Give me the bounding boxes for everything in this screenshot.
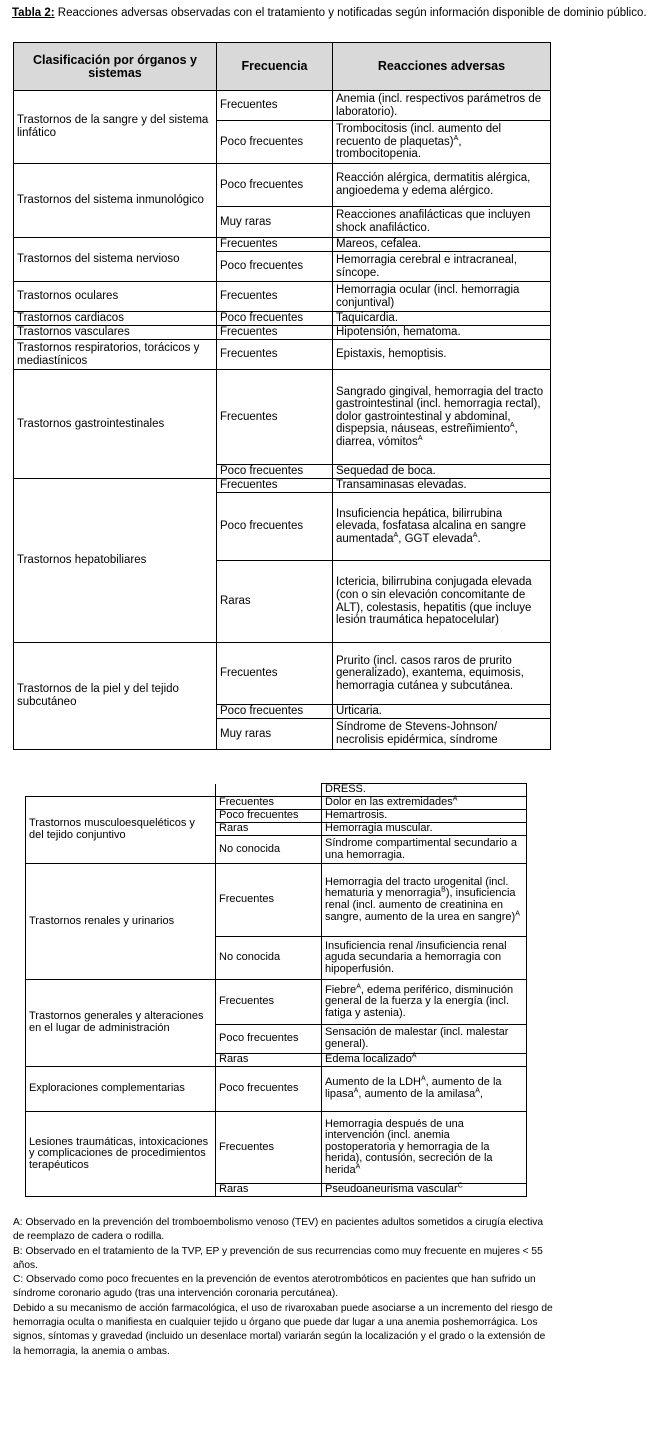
reaction-text: ,: [479, 1088, 483, 1100]
category-cell: Trastornos musculoesqueléticos y del tejido conjuntivo: [26, 797, 216, 864]
reaction-cell: Prurito (incl. casos raros de prurito generalizado), exantema, equimosis, hemorragia cutánea y subcutánea.: [333, 643, 551, 705]
category-cell: Trastornos cardiacos: [14, 312, 217, 326]
category-cell: Trastornos de la sangre y del sistema linfático: [14, 91, 217, 164]
frequency-cell: Raras: [216, 1184, 322, 1197]
frequency-cell: No conocida: [216, 937, 322, 980]
reaction-cell: [333, 370, 551, 465]
reaction-cell: Anemia (incl. respectivos parámetros de laboratorio).: [333, 91, 551, 121]
frequency-cell: Frecuentes: [216, 980, 322, 1025]
reaction-text: Dolor en las extremidades: [325, 796, 453, 809]
reaction-cell: [322, 1054, 527, 1067]
reaction-cell: [322, 1112, 527, 1184]
category-cell: Trastornos del sistema nervioso: [14, 238, 217, 282]
reaction-cell: [322, 980, 527, 1025]
frequency-cell: Frecuentes: [217, 326, 333, 340]
table-row: [14, 91, 551, 121]
reaction-text: Hemorragia del tracto urogenital (incl. hematuria y menorragia: [325, 875, 509, 900]
frequency-cell: Frecuentes: [217, 282, 333, 312]
footnote-marker: A: [509, 422, 515, 430]
table-row: [14, 282, 551, 312]
reaction-cell: Hipotensión, hematoma.: [333, 326, 551, 340]
reaction-text: Edema localizado: [325, 1053, 412, 1066]
category-cell: Trastornos oculares: [14, 282, 217, 312]
category-cell: Exploraciones complementarias: [26, 1067, 216, 1112]
table-row: [26, 797, 527, 810]
frequency-cell: No conocida: [216, 836, 322, 864]
footnote-a: A: Observado en la prevención del tromboembolismo venoso (TEV) en pacientes adultos sometidos a cirugía electiva de reemplazo de cadera o rodilla.: [13, 1217, 544, 1243]
frequency-cell: Poco frecuentes: [217, 121, 333, 164]
category-cell: Trastornos respiratorios, torácicos y mediastínicos: [14, 340, 217, 370]
frequency-cell: Raras: [216, 823, 322, 836]
reaction-text: ), insuficiencia renal (incl. aumento de creatinina en sangre, aumento de la urea en sangre): [325, 887, 516, 923]
reaction-cell: [322, 1067, 527, 1112]
footnote-marker: A: [393, 531, 399, 539]
reaction-cell: Epistaxis, hemoptisis.: [333, 340, 551, 370]
frequency-cell: Muy raras: [217, 719, 333, 750]
frequency-cell: Poco frecuentes: [216, 810, 322, 823]
reaction-text: Aumento de la LDH: [325, 1076, 421, 1089]
frequency-cell: Frecuentes: [216, 1112, 322, 1184]
footnote-marker: C: [457, 1182, 463, 1190]
reaction-cell: [322, 797, 527, 810]
table-row: [26, 1112, 527, 1184]
category-cell: Trastornos renales y urinarios: [26, 864, 216, 980]
table-row: [26, 784, 527, 797]
reaction-cell: Urticaria.: [333, 705, 551, 719]
reaction-text: Fiebre: [325, 983, 357, 996]
reaction-cell: Mareos, cefalea.: [333, 238, 551, 252]
reaction-text: , diarrea, vómitos: [336, 423, 518, 448]
empty-cell: [26, 784, 216, 797]
reaction-text: .: [477, 532, 481, 545]
header-frequency: Frecuencia: [217, 43, 333, 91]
frequency-cell: Poco frecuentes: [217, 252, 333, 282]
footnote-marker: A: [355, 1163, 361, 1171]
table-row: [14, 643, 551, 705]
frequency-cell: Frecuentes: [217, 479, 333, 493]
frequency-cell: Poco frecuentes: [217, 312, 333, 326]
reaction-cell: Hemartrosis.: [322, 810, 527, 823]
reaction-text: , trombocitopenia.: [336, 135, 462, 161]
reaction-cell: Sequedad de boca.: [333, 465, 551, 479]
table-row: [14, 238, 551, 252]
table-header-row: [14, 43, 551, 91]
reaction-cell: Ictericia, bilirrubina conjugada elevada (con o sin elevación concomitante de ALT), colestasis, hepatitis (que incluye lesión traumática hepatocelular): [333, 561, 551, 643]
frequency-cell: Frecuentes: [217, 340, 333, 370]
footnote-marker: A: [421, 1075, 426, 1083]
table-row: [14, 312, 551, 326]
table-row: [14, 479, 551, 493]
frequency-cell: Poco frecuentes: [217, 493, 333, 561]
footnote-c: C: Observado como poco frecuentes en la prevención de eventos aterotrombóticos en pacientes que han sufrido un síndrome coronario agudo (tras una intervención coronaria percutánea).: [13, 1274, 536, 1300]
footnotes: [13, 1216, 553, 1359]
reaction-cell: Síndrome de Stevens-Johnson/ necrolisis epidérmica, síndrome: [333, 719, 551, 750]
footnote-marker: A: [515, 909, 520, 917]
frequency-cell: Frecuentes: [217, 91, 333, 121]
reaction-cell: [322, 864, 527, 937]
reaction-text: Pseudoaneurisma vascular: [325, 1183, 458, 1196]
category-cell: Lesiones traumáticas, intoxicaciones y complicaciones de procedimientos terapéuticos: [26, 1112, 216, 1197]
footnote-marker: B: [441, 886, 446, 894]
footnote-marker: A: [353, 1087, 359, 1095]
reaction-text: , aumento de la amilasa: [358, 1088, 476, 1100]
reaction-cell: DRESS.: [322, 784, 527, 797]
reaction-cell: Síndrome compartimental secundario a una hemorragia.: [322, 836, 527, 864]
frequency-cell: Poco frecuentes: [216, 1067, 322, 1112]
reaction-cell: Hemorragia ocular (incl. hemorragia conjuntival): [333, 282, 551, 312]
category-cell: Trastornos hepatobiliares: [14, 479, 217, 643]
category-cell: Trastornos gastrointestinales: [14, 370, 217, 479]
table-title: [12, 6, 647, 20]
reaction-text: Hemorragia después de una intervención (incl. anemia postoperatoria y hemorragia de la herida), contusión, secreción de la herida: [325, 1117, 493, 1176]
adverse-reactions-table-part1: [13, 42, 551, 750]
reaction-cell: Sensación de malestar (incl. malestar general).: [322, 1025, 527, 1054]
frequency-cell: Frecuentes: [217, 238, 333, 252]
category-cell: Trastornos de la piel y del tejido subcutáneo: [14, 643, 217, 750]
frequency-cell: Raras: [217, 561, 333, 643]
table-row: [14, 340, 551, 370]
frequency-cell: Raras: [216, 1054, 322, 1067]
footnote-marker: A: [475, 1087, 480, 1095]
footnote-general: Debido a su mecanismo de acción farmacológica, el uso de rivaroxaban puede asociarse a un incremento del riesgo de hemorragia oculta o manifiesta en cualquier tejido u órgano que puede dar lugar a una anemia poshemorrágica. Los signos, síntomas y gravedad (incluido un desenlace mortal) variarán según la localización y el grado o la extensión de la hemorragia, la anemia o ambas.: [13, 1302, 553, 1357]
footnote-marker: A: [453, 134, 459, 142]
table-row: [14, 164, 551, 207]
frequency-cell: Frecuentes: [217, 643, 333, 705]
reaction-cell: Insuficiencia renal /insuficiencia renal aguda secundaria a hemorragia con hipoperfusión.: [322, 937, 527, 980]
table-row: [26, 864, 527, 937]
empty-cell: [216, 784, 322, 797]
footnote-marker: A: [472, 531, 478, 539]
table-row: [14, 326, 551, 340]
frequency-cell: Poco frecuentes: [216, 1025, 322, 1054]
frequency-cell: Muy raras: [217, 207, 333, 238]
footnote-marker: A: [452, 795, 458, 803]
reaction-text: , GGT elevada: [398, 532, 473, 545]
reaction-text: , edema periférico, disminución general de la fuerza y la energía (incl. fatiga y astenia).: [325, 983, 514, 1019]
frequency-cell: Frecuentes: [217, 370, 333, 465]
reaction-cell: Transaminasas elevadas.: [333, 479, 551, 493]
reaction-cell: Hemorragia cerebral e intracraneal, síncope.: [333, 252, 551, 282]
table-title-text: Reacciones adversas observadas con el tratamiento y notificadas según información disponible de dominio público.: [54, 7, 647, 19]
reaction-cell: Reacción alérgica, dermatitis alérgica, angioedema y edema alérgico.: [333, 164, 551, 207]
footnote-marker: A: [411, 1052, 417, 1060]
frequency-cell: Poco frecuentes: [217, 705, 333, 719]
table-title-label: Tabla 2:: [12, 7, 55, 19]
reaction-cell: Taquicardia.: [333, 312, 551, 326]
table-row: [14, 370, 551, 465]
footnote-b: B: Observado en el tratamiento de la TVP, EP y prevención de sus recurrencias como muy frecuente en mujeres < 55 años.: [13, 1245, 543, 1271]
adverse-reactions-table-part2: [25, 783, 527, 1197]
frequency-cell: Frecuentes: [216, 864, 322, 937]
category-cell: Trastornos del sistema inmunológico: [14, 164, 217, 238]
reaction-text: Sangrado gingival, hemorragia del tracto gastrointestinal (incl. hemorragia rectal), dolor gastrointestinal y abdominal, dispepsia, náuseas, estreñimiento: [336, 385, 544, 436]
frequency-cell: Poco frecuentes: [217, 164, 333, 207]
reaction-cell: [333, 493, 551, 561]
reaction-cell: [333, 121, 551, 164]
header-classification: Clasificación por órganos y sistemas: [14, 43, 217, 91]
category-cell: Trastornos generales y alteraciones en el lugar de administración: [26, 980, 216, 1067]
header-reactions: Reacciones adversas: [333, 43, 551, 91]
frequency-cell: Frecuentes: [216, 797, 322, 810]
footnote-marker: A: [417, 435, 423, 443]
table-row: [26, 980, 527, 1025]
reaction-text: , aumento de la lipasa: [325, 1076, 502, 1100]
footnote-marker: A: [356, 982, 361, 990]
frequency-cell: Poco frecuentes: [217, 465, 333, 479]
table-row: [26, 1067, 527, 1112]
reaction-text: Insuficiencia hepática, bilirrubina elevada, fosfatasa alcalina en sangre aumentada: [336, 507, 526, 545]
reaction-cell: Hemorragia muscular.: [322, 823, 527, 836]
category-cell: Trastornos vasculares: [14, 326, 217, 340]
reaction-cell: [322, 1184, 527, 1197]
reaction-text: Trombocitosis (incl. aumento del recuento de plaquetas): [336, 123, 502, 148]
reaction-cell: Reacciones anafilácticas que incluyen shock anafiláctico.: [333, 207, 551, 238]
